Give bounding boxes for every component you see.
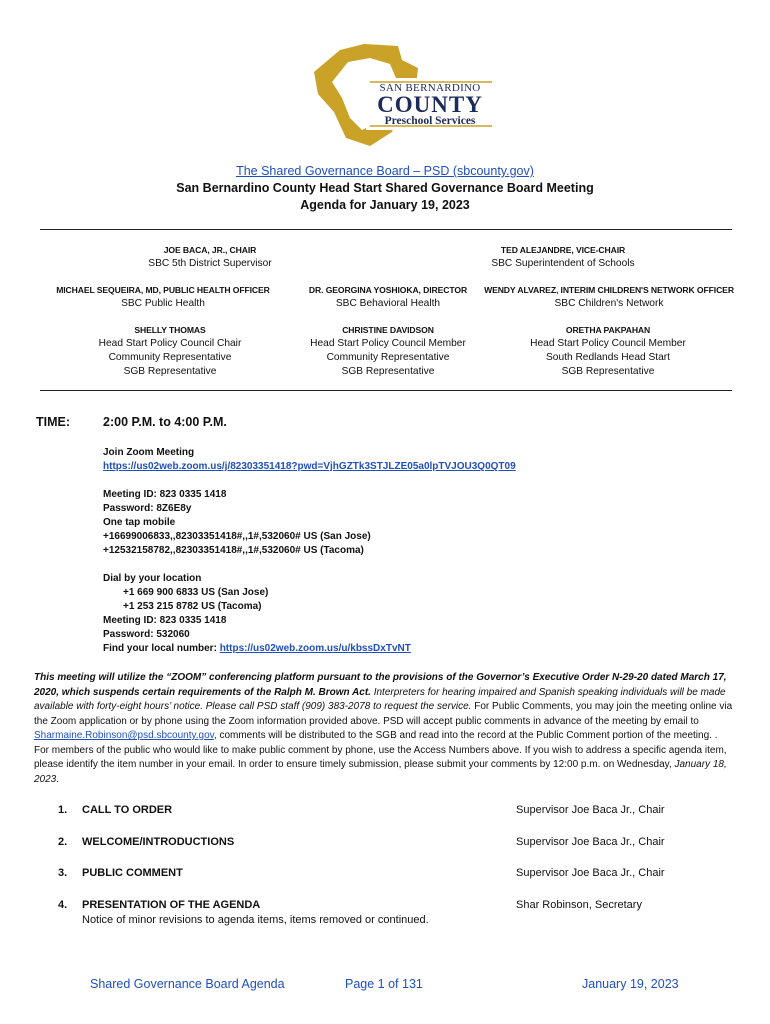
public-comment-email-link[interactable]: Sharmaine.Robinson@psd.sbcounty.gov <box>34 730 214 741</box>
agenda-item-description: Notice of minor revisions to agenda items, items removed or continued. <box>82 914 429 926</box>
agenda-item-number: 4. <box>58 899 68 911</box>
notice-text: , comments will be distributed to the SGB and read into the record at the Public Comment portion of the meeting. . For members of the public who would like to make public comment by phone, use the Access Numbers above. If you wish to address a specific agenda item, please identify the item number in your email. In order to ensure timely submission, please submit your comments by 12:00 p.m. on Wednesday, <box>34 730 727 770</box>
notice-italic: Interpreters for hearing impaired and Spanish speaking individuals will be made available with forty-eight hours’ notice. Please call PSD staff (909) 383-2078 to request the service. <box>34 686 726 712</box>
meeting-password: Password: 532060 <box>103 629 190 640</box>
agenda-item-title: WELCOME/INTRODUCTIONS <box>82 836 235 848</box>
agenda-item-presenter: Supervisor Joe Baca Jr., Chair <box>516 836 665 848</box>
agenda-item-title: PUBLIC COMMENT <box>82 867 183 879</box>
member-role: Head Start Policy Council Chair <box>98 338 242 349</box>
member-role: SGB Representative <box>123 366 217 377</box>
member-role: Head Start Policy Council Member <box>530 338 686 349</box>
county-logo <box>300 42 500 152</box>
member-role: South Redlands Head Start <box>545 352 671 363</box>
notice-text: For Public Comments, you may join the meeting online via the Zoom application or by phone using the Zoom information provided above. PSD will accept public comments in advance of the meeting by email to <box>34 701 733 727</box>
member-chair <box>110 245 310 271</box>
agenda-item-number: 1. <box>58 804 68 816</box>
agenda-item-number: 3. <box>58 867 68 879</box>
member-role: Head Start Policy Council Member <box>310 338 466 349</box>
meeting-title: San Bernardino County Head Start Shared Governance Board Meeting <box>176 181 594 195</box>
member-role: SBC Superintendent of Schools <box>491 258 635 269</box>
zoom-join-link-row[interactable] <box>103 460 516 474</box>
agenda-item-presenter: Supervisor Joe Baca Jr., Chair <box>516 804 665 816</box>
footer-page-number: Page 1 of 131 <box>345 977 423 991</box>
member-christine-davidson <box>288 325 488 379</box>
member-name: CHRISTINE DAVIDSON <box>342 325 434 335</box>
one-tap-label: One tap mobile <box>103 517 176 528</box>
member-shelly-thomas <box>70 325 270 379</box>
agenda-item-number: 2. <box>58 836 68 848</box>
member-vice-chair <box>463 245 663 271</box>
member-name: WENDY ALVAREZ, INTERIM CHILDREN'S NETWORK OFFICER <box>484 285 734 295</box>
member-role: SBC Children's Network <box>554 298 664 309</box>
member-public-health <box>44 285 282 311</box>
divider-bottom <box>40 390 732 391</box>
member-role: SGB Representative <box>561 366 655 377</box>
member-name: TED ALEJANDRE, VICE-CHAIR <box>500 245 626 255</box>
member-role: SGB Representative <box>341 366 435 377</box>
zoom-details <box>103 488 371 558</box>
notice-end: . <box>56 773 60 785</box>
meeting-id: Meeting ID: 823 0335 1418 <box>103 615 227 626</box>
agenda-item-presenter: Supervisor Joe Baca Jr., Chair <box>516 867 665 879</box>
local-number-label: Find your local number: <box>103 643 220 654</box>
meeting-id: Meeting ID: 823 0335 1418 <box>103 489 227 500</box>
logo-line1: SAN BERNARDINO <box>379 82 481 94</box>
member-role: SBC Public Health <box>121 298 205 309</box>
member-role: Community Representative <box>108 352 232 363</box>
time-label: TIME: <box>36 415 71 429</box>
member-name: MICHAEL SEQUEIRA, MD, PUBLIC HEALTH OFFICER <box>56 285 270 295</box>
agenda-item-title: PRESENTATION OF THE AGENDA <box>82 899 261 911</box>
member-role: SBC 5th District Supervisor <box>148 258 272 269</box>
one-tap-number: +16699006833,,82303351418#,,1#,532060# US (San Jose) <box>103 531 371 542</box>
member-name: ORETHA PAKPAHAN <box>565 325 651 335</box>
local-number-row <box>103 642 411 656</box>
member-name: JOE BACA, JR., CHAIR <box>163 245 257 255</box>
dial-label: Dial by your location <box>103 573 202 584</box>
member-oretha-pakpahan <box>508 325 708 379</box>
dial-number: +1 669 900 6833 US (San Jose) <box>123 587 269 598</box>
header-link[interactable] <box>0 164 770 178</box>
member-name: DR. GEORGINA YOSHIOKA, DIRECTOR <box>308 285 468 295</box>
logo-line2: COUNTY <box>377 92 483 117</box>
dial-details <box>103 572 411 656</box>
local-number-link[interactable]: https://us02web.zoom.us/u/kbssDxTvNT <box>219 643 411 654</box>
dial-number: +1 253 215 8782 US (Tacoma) <box>123 601 262 612</box>
footer-date: January 19, 2023 <box>582 977 679 991</box>
member-name: SHELLY THOMAS <box>134 325 206 335</box>
sgb-website-link[interactable]: The Shared Governance Board – PSD (sbcounty.gov) <box>236 164 534 178</box>
member-behavioral-health <box>292 285 484 311</box>
footer-doc-title: Shared Governance Board Agenda <box>90 977 285 991</box>
logo-line3: Preschool Services <box>384 115 476 127</box>
meeting-notice <box>34 671 734 787</box>
agenda-item-title: CALL TO ORDER <box>82 804 173 816</box>
zoom-join-link[interactable]: https://us02web.zoom.us/j/82303351418?pwd=VjhGZTk3STJLZE05a0lpTVJOU3Q0QT09 <box>103 461 516 472</box>
member-role: Community Representative <box>326 352 450 363</box>
time-value: 2:00 P.M. to 4:00 P.M. <box>103 415 227 429</box>
one-tap-number: +12532158782,,82303351418#,,1#,532060# US (Tacoma) <box>103 545 364 556</box>
member-childrens-network <box>484 285 734 311</box>
zoom-join-label: Join Zoom Meeting <box>103 447 195 458</box>
member-role: SBC Behavioral Health <box>335 298 441 309</box>
meeting-password: Password: 8Z6E8y <box>103 503 192 514</box>
divider-top <box>40 229 732 230</box>
notice-deadline-date: January 18, 2023 <box>34 759 727 785</box>
notice-bold: This meeting will utilize the “ZOOM” conferencing platform pursuant to the provisions of the Governor’s Executive Order N-29-20 dated March 17, 2020, which suspends certain requirements of the Ralph M. Brown Act. <box>34 672 727 698</box>
agenda-date-title: Agenda for January 19, 2023 <box>300 198 470 212</box>
agenda-item-presenter: Shar Robinson, Secretary <box>516 899 642 911</box>
